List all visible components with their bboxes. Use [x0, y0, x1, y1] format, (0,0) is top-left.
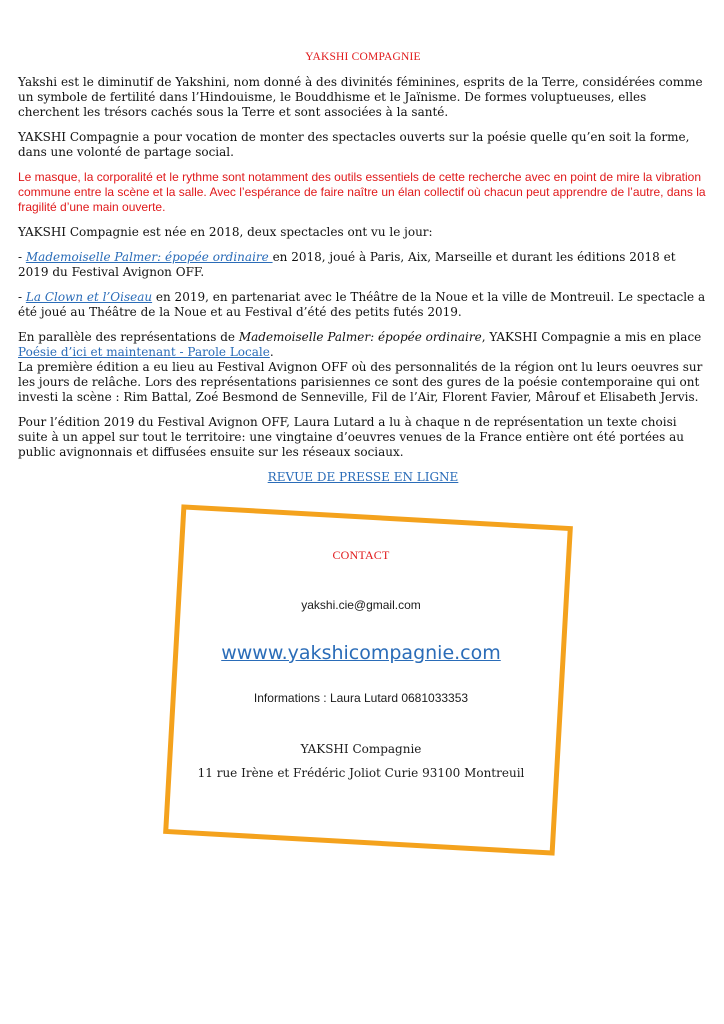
- show-item-prefix: -: [18, 290, 26, 304]
- avignon-paragraph: Pour l’édition 2019 du Festival Avignon OFF, Laura Lutard a lu à chaque n de représentation un texte choisi suite à un appel sur tout le territoire: une vingtaine d’oeuvres venues de la France entière ont été portées au public avignonnais et diffusées ensuite sur les réseaux sociaux.: [18, 415, 684, 459]
- parallel-show-title: Mademoiselle Palmer: épopée ordinaire: [238, 330, 482, 344]
- website-link[interactable]: wwww.yakshicompagnie.com: [221, 642, 501, 664]
- contact-title: CONTACT: [332, 548, 390, 562]
- parallel-text-a: En parallèle des représentations de: [18, 330, 239, 344]
- parallel-text-b: , YAKSHI Compagnie a mis en place: [481, 330, 702, 344]
- page-title: YAKSHI COMPAGNIE: [305, 51, 421, 63]
- show-item-palmer: [18, 250, 708, 280]
- parallel-paragraph: [18, 330, 708, 405]
- contact-info: Informations : Laura Lutard 0681033353: [253, 691, 469, 705]
- press-row: [18, 470, 708, 485]
- mission-paragraph: YAKSHI Compagnie a pour vocation de monter des spectacles ouverts sur la poésie quelle qu’en soit la forme, dans une volonté de partage social.: [18, 130, 690, 159]
- show-item-clown: [18, 290, 708, 320]
- document-body: [18, 50, 708, 485]
- method-paragraph: Le masque, la corporalité et le rythme sont notamment des outils essentiels de cette recherche avec en point de mire la vibration commune entre la scène et la salle. Avec l’espérance de faire naître un élan collectif où chacun peut apprendre de l’autre, dans la fragilité d’une main ouverte.: [18, 170, 706, 214]
- press-review-link[interactable]: REVUE DE PRESSE EN LIGNE: [267, 470, 459, 484]
- company-address: 11 rue Irène et Frédéric Joliot Curie 93100 Montreuil: [197, 766, 525, 780]
- parallel-text-d: La première édition a eu lieu au Festival Avignon OFF où des personnalités de la région ont lu leurs oeuvres sur les jours de relâche. Lors des représentations parisiennes ce sont des gures de la poésie contemporaine qui ont investi la scène : Rim Battal, Zoé Besmond de Senneville, Fil de l’Air, Florent Favier, Mârouf et Elisabeth Jervis.: [18, 360, 703, 404]
- contact-email[interactable]: yakshi.cie@gmail.com: [301, 598, 421, 612]
- poesie-link[interactable]: Poésie d’ici et maintenant - Parole Locale: [18, 345, 270, 359]
- parallel-text-c: .: [269, 345, 274, 359]
- show-item-text: en 2019, en partenariat avec le Théâtre de la Noue et la ville de Montreuil. Le spectacle a été joué au Théâtre de la Noue et au Festival d’été des petits futés 2019.: [18, 290, 706, 319]
- show-item-text: en 2018, joué à Paris, Aix, Marseille et durant les éditions 2018 et 2019 du Festival Avignon OFF.: [18, 250, 676, 279]
- contact-block: [165, 548, 557, 780]
- palmer-link[interactable]: Mademoiselle Palmer: épopée ordinaire: [25, 250, 273, 264]
- history-paragraph: YAKSHI Compagnie est née en 2018, deux spectacles ont vu le jour:: [18, 225, 433, 239]
- intro-paragraph: Yakshi est le diminutif de Yakshini, nom donné à des divinités féminines, esprits de la Terre, considérées comme un symbole de fertilité dans l’Hindouisme, le Bouddhisme et le Jaïnisme. De formes voluptueuses, elles cherchent les trésors cachés sous la Terre et sont associées à la santé.: [18, 75, 703, 119]
- clown-link[interactable]: La Clown et l’Oiseau: [25, 290, 153, 304]
- company-name: YAKSHI Compagnie: [300, 742, 422, 756]
- show-item-prefix: -: [18, 250, 26, 264]
